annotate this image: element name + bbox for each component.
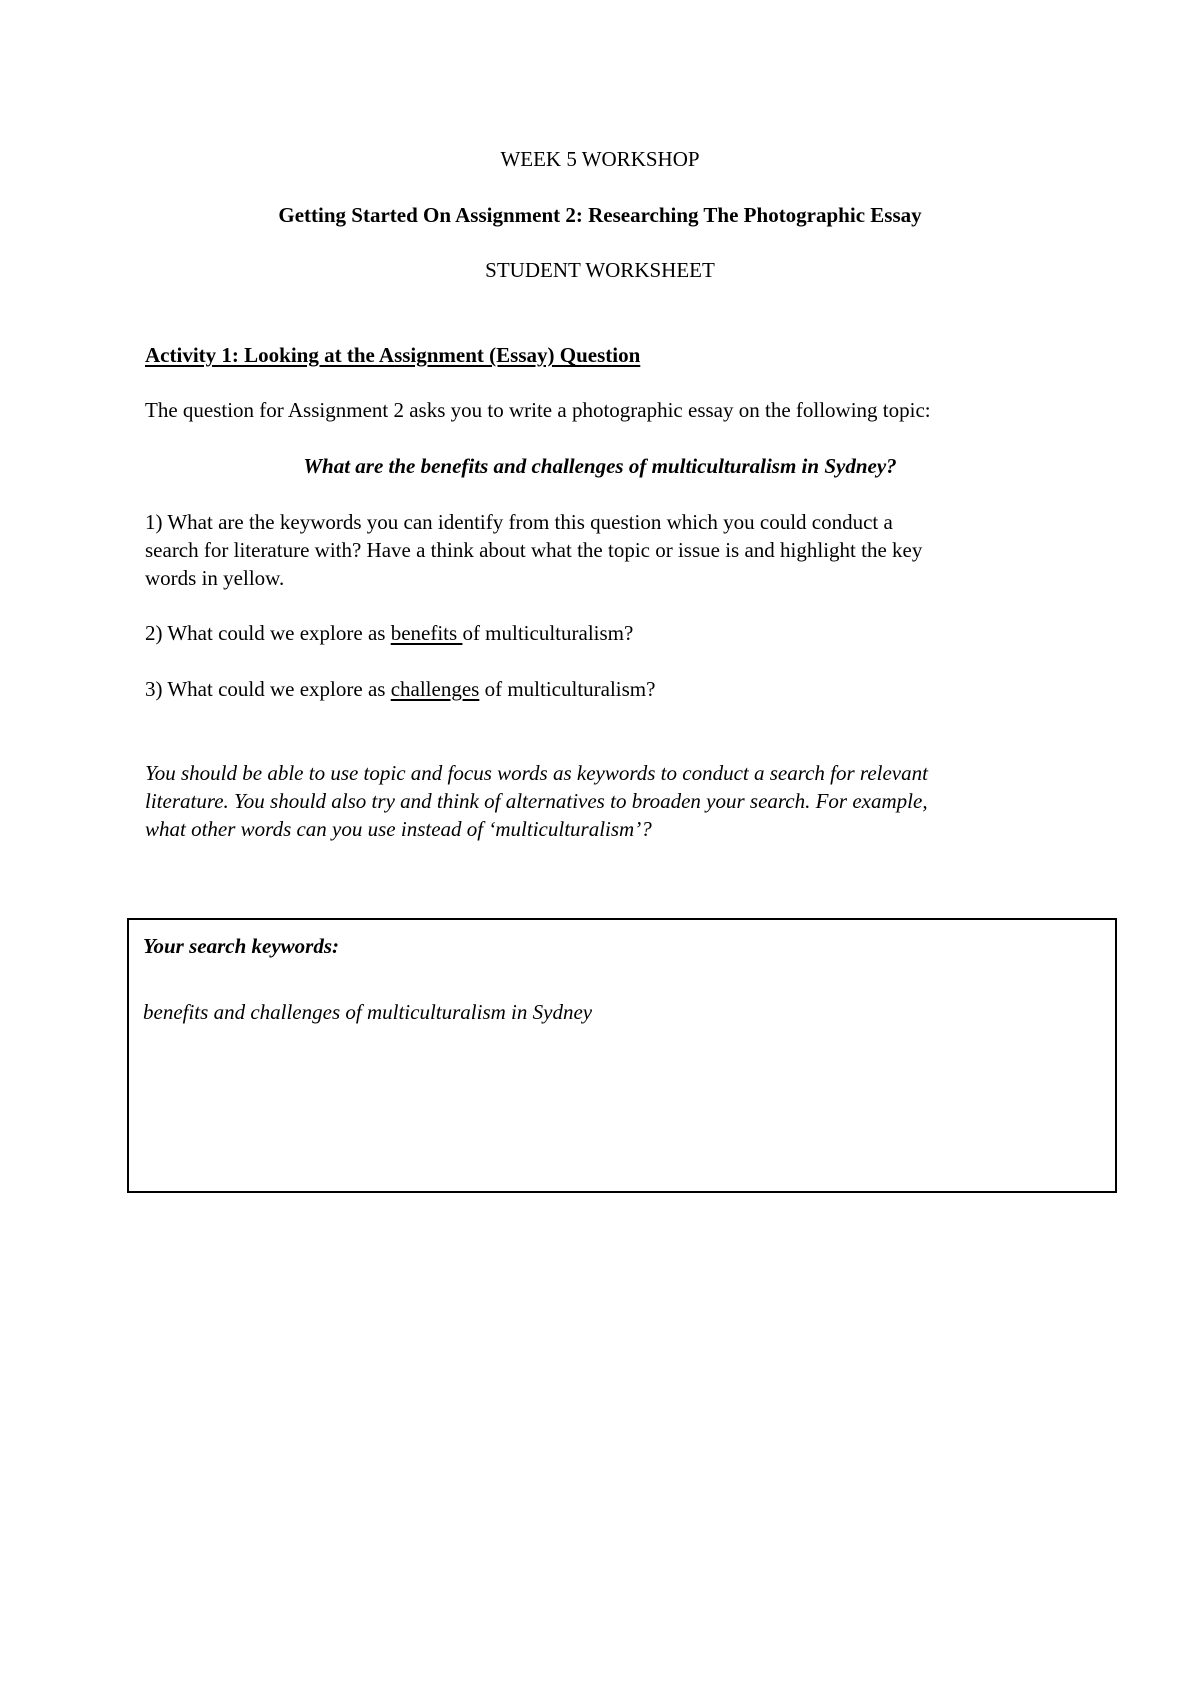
- worksheet-label: STUDENT WORKSHEET: [485, 258, 715, 282]
- page-subtitle: Getting Started On Assignment 2: Researching The Photographic Essay: [278, 203, 922, 227]
- activity-heading: Activity 1: Looking at the Assignment (Essay) Question: [145, 343, 641, 367]
- question-1-line-3: words in yellow.: [145, 566, 285, 590]
- question-2-prefix: 2) What could we explore as: [145, 621, 391, 645]
- tip-line-3: what other words can you use instead of ‘multiculturalism’?: [145, 817, 652, 841]
- tip-line-1: You should be able to use topic and focus words as keywords to conduct a search for relevant: [145, 761, 928, 785]
- question-2: [145, 619, 1065, 647]
- question-1-line-2: search for literature with? Have a think about what the topic or issue is and highlight the key: [145, 538, 923, 562]
- search-keywords-value[interactable]: benefits and challenges of multiculturalism in Sydney: [143, 1000, 593, 1024]
- activity-intro: The question for Assignment 2 asks you to write a photographic essay on the following topic:: [145, 398, 931, 422]
- question-2-suffix: of multiculturalism?: [462, 621, 634, 645]
- question-3: [145, 675, 1065, 703]
- question-3-suffix: of multiculturalism?: [479, 677, 656, 701]
- question-1-line-1: 1) What are the keywords you can identify from this question which you could conduct a: [145, 510, 893, 534]
- page-title: WEEK 5 WORKSHOP: [500, 147, 700, 171]
- search-keywords-box[interactable]: [127, 918, 1117, 1193]
- question-3-prefix: 3) What could we explore as: [145, 677, 391, 701]
- question-2-keyword: benefits: [390, 621, 463, 645]
- search-keywords-label: Your search keywords:: [143, 934, 340, 958]
- question-3-keyword: challenges: [390, 677, 480, 701]
- tip-line-2: literature. You should also try and think of alternatives to broaden your search. For example,: [145, 789, 928, 813]
- topic-question: What are the benefits and challenges of multiculturalism in Sydney?: [303, 454, 897, 478]
